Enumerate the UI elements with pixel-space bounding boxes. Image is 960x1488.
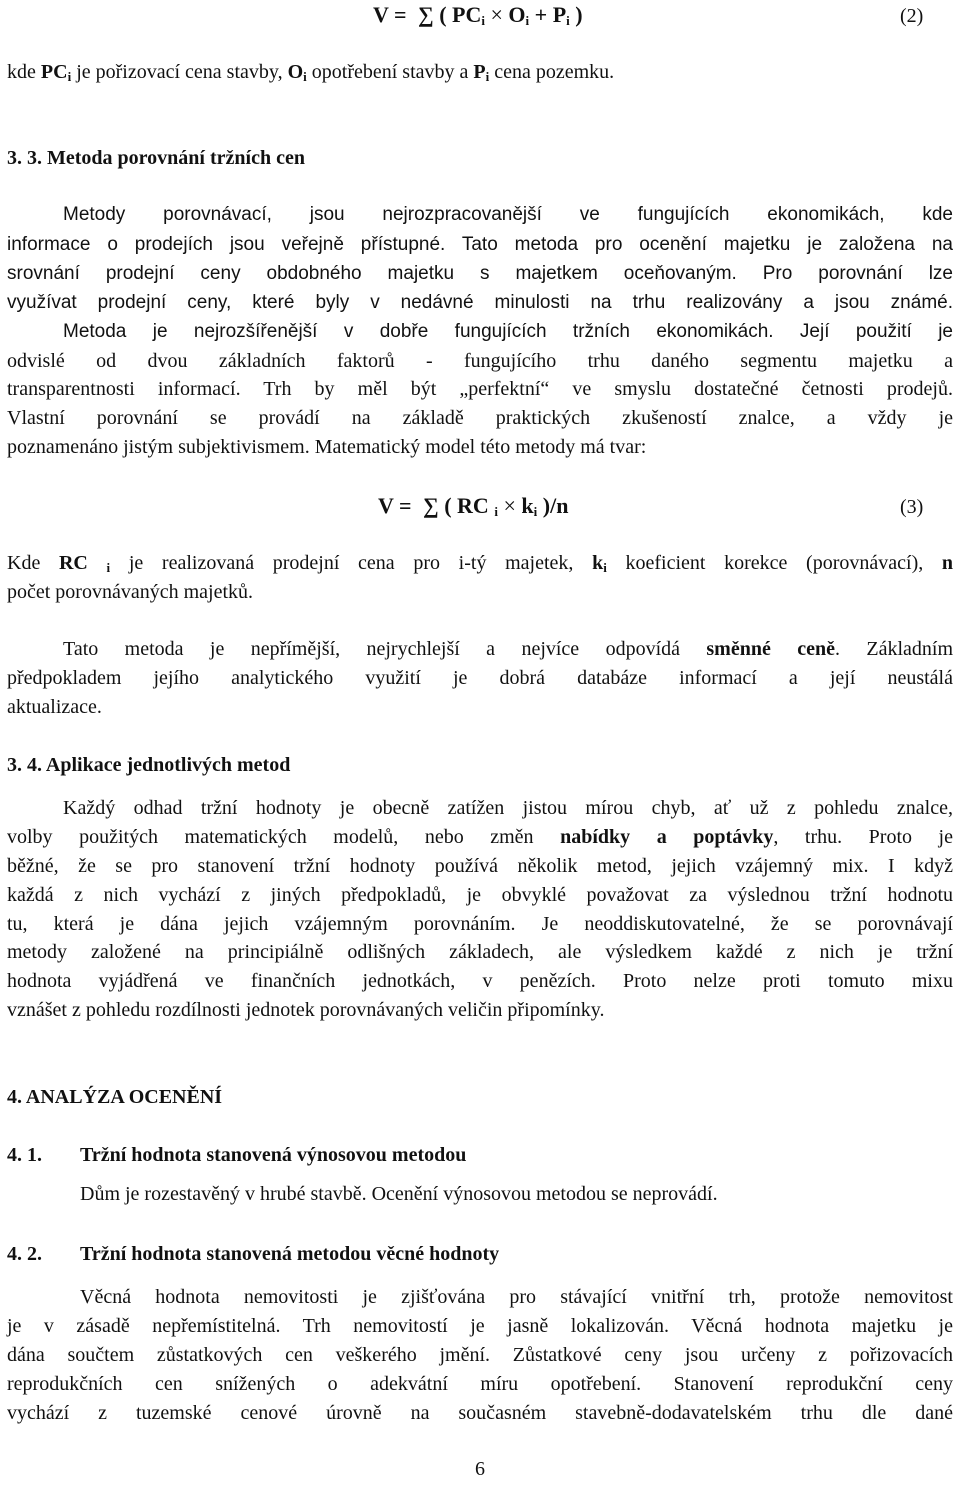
paragraph-line: tu, která je dána jejich vzájemným porovnáním. Je neoddiskutovatelné, že se porovnávají — [7, 913, 953, 935]
paragraph-line: poznamenáno jistým subjektivismem. Matematický model této metody má tvar: — [7, 436, 647, 458]
paragraph-line: Věcná hodnota nemovitosti je zjišťována pro stávající vnitřní trh, protože nemovitost — [80, 1286, 953, 1308]
section-heading-3-3: 3. 3. Metoda porovnání tržních cen — [7, 147, 305, 169]
page-number: 6 — [475, 1458, 485, 1480]
paragraph-line: informace o prodejích jsou veřejně přístupné. Tato metoda pro ocenění majetku je založena na — [7, 234, 953, 255]
paragraph-line: každá z nich vychází z jiných předpokladů, je obvyklé považovat za výslednou tržní hodnotu — [7, 884, 953, 906]
equation-3: V = ∑ ( RC $_i \times k_i$ )/n — [378, 493, 569, 519]
section-number-4-1: 4. 1. — [7, 1144, 42, 1166]
sum-symbol: ∑ — [423, 493, 439, 518]
section-heading-3-4: 3. 4. Aplikace jednotlivých metod — [7, 754, 291, 776]
paragraph-line: hodnota vyjádřená ve finančních jednotkách, v penězích. Proto nelze proti tomuto mixu — [7, 970, 953, 992]
equation-3-description: Kde RC $_i$ je realizovaná prodejní cena pro i-tý majetek, $k_i$ koeficient korekce (porovnávací), n — [7, 552, 954, 575]
paragraph-line: Vlastní porovnání se provádí na základě praktických zkušeností znalce, a vždy je — [7, 407, 953, 429]
paragraph-line: Metody porovnávací, jsou nejrozpracovanější ve fungujících ekonomikách, kde — [63, 204, 953, 225]
section-number-4-2: 4. 2. — [7, 1243, 42, 1265]
paragraph-line: odvislé od dvou základních faktorů - fungujícího trhu daného segmentu majetku a — [7, 350, 953, 372]
paragraph-line: transparentnosti informací. Trh by měl být „perfektní“ ve smyslu dostatečné četnosti prodejů. — [7, 378, 953, 400]
paragraph-line: reprodukčních cen snížených o adekvátní míru opotřebení. Stanovení reprodukční ceny — [7, 1373, 953, 1395]
equation-2-number: (2) — [900, 5, 924, 27]
equation-2-description: kde $PC_i$ je pořizovací cena stavby, $O_i$ opotřebení stavby a $P_i$ cena pozemku. — [7, 61, 615, 84]
paragraph-line: volby použitých matematických modelů, nebo změn nabídky a poptávky, trhu. Proto je — [7, 826, 953, 848]
paragraph-line: dána součtem zůstatkových cen veškerého jmění. Zůstatkové ceny jsou určeny z pořizovacích — [7, 1344, 953, 1366]
paragraph-line: je v zásadě nepřemístitelná. Trh nemovitostí je jasně lokalizován. Věcná hodnota majetku je — [7, 1315, 953, 1337]
paragraph-line: Tato metoda je nepřímější, nejrychlejší a nejvíce odpovídá směnné ceně. Základním — [63, 638, 954, 660]
paragraph-line: počet porovnávaných majetků. — [7, 581, 254, 603]
paragraph-line: metody založené na principiálně odlišných základech, ale výsledkem každé z nich je tržní — [7, 941, 953, 963]
section-heading-4: 4. ANALÝZA OCENĚNÍ — [7, 1086, 223, 1108]
paragraph-line: předpokladem jejího analytického využití je dobrá databáze informací a její neustálá — [7, 667, 953, 689]
paragraph-line: využívat prodejní ceny, které byly v nedávné minulosti na trhu realizovány a jsou známé. — [7, 292, 953, 313]
paragraph-line: Metoda je nejrozšířenější v dobře fungujících tržních ekonomikách. Její použití je — [63, 321, 953, 342]
paragraph-line: Každý odhad tržní hodnoty je obecně zatížen jistou mírou chyb, ať už z pohledu znalce, — [63, 797, 953, 819]
sum-symbol: ∑ — [418, 2, 434, 27]
paragraph-line: aktualizace. — [7, 696, 102, 718]
paragraph-line: vychází z tuzemské cenové úrovně na současném stavebně-dodavatelském trhu dle dané — [7, 1402, 953, 1424]
paragraph-line: srovnání prodejní ceny obdobného majetku s majetkem oceňovaným. Pro porovnání lze — [7, 263, 953, 284]
paragraph-line: běžné, že se pro stanovení tržní hodnoty používá několik metod, jejich vzájemný mix. I když — [7, 855, 953, 877]
equation-3-number: (3) — [900, 496, 924, 518]
paragraph-line: vznášet z pohledu rozdílnosti jednotek porovnávaných veličin připomínky. — [7, 999, 605, 1021]
section-heading-4-2: Tržní hodnota stanovená metodou věcné hodnoty — [80, 1243, 500, 1265]
equation-2: V = ∑ ( $PC_i \times O_i + P_i$ ) — [373, 2, 583, 28]
section-heading-4-1: Tržní hodnota stanovená výnosovou metodou — [80, 1144, 467, 1166]
paragraph-line: Dům je rozestavěný v hrubé stavbě. Ocenění výnosovou metodou se neprovádí. — [80, 1183, 718, 1205]
